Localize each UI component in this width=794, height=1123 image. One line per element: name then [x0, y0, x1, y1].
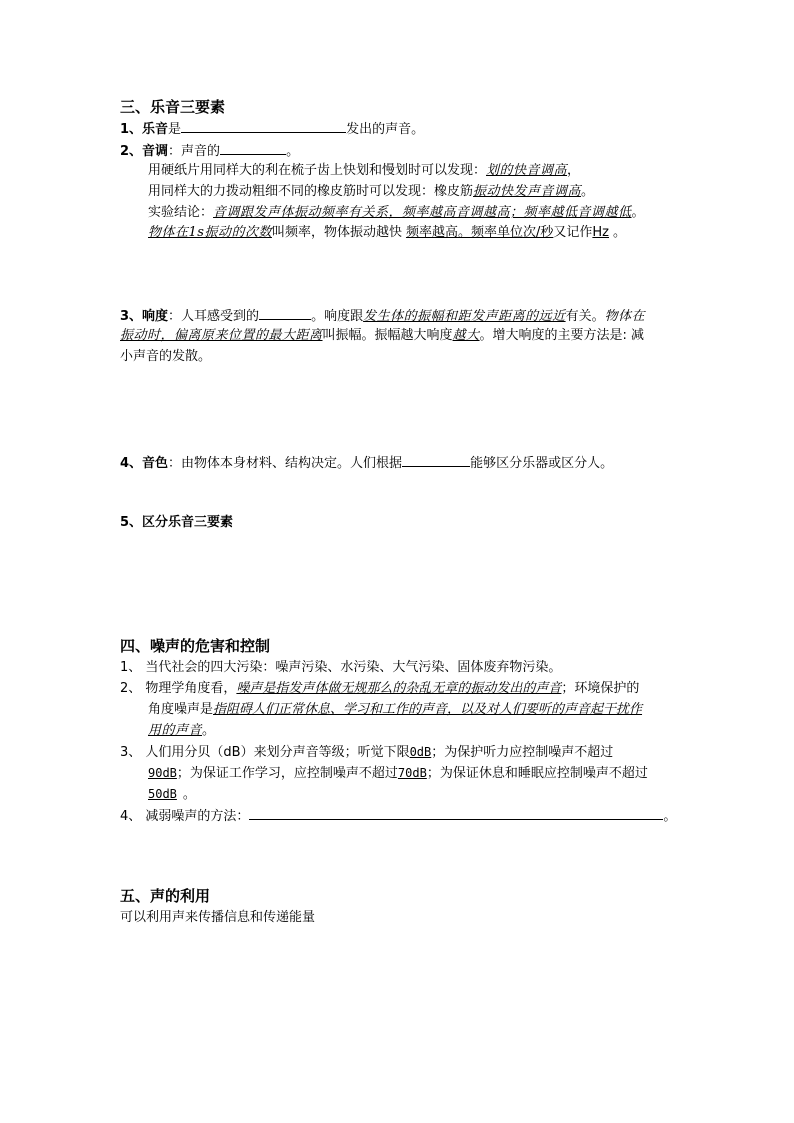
item-4-text-b: 能够区分乐器或区分人。 [470, 456, 614, 471]
item-3-text-e: 物体在 [604, 309, 646, 324]
noise-point-3-answer-50db: 50dB [148, 787, 177, 801]
noise-point-3-line-1 [120, 743, 613, 762]
item-2-pitch [120, 141, 299, 161]
item-3-answer-amplitude: 振动时，偏离原来位置的最大距离 [120, 328, 323, 343]
item-3-loudness-line-3: 小声音的发散。 [120, 349, 212, 364]
pitch-line-1 [148, 162, 580, 180]
item-4-timbre [120, 453, 613, 473]
noise-point-2-line-2 [148, 701, 642, 719]
item-3-loudness-line-1 [120, 306, 645, 326]
item-1-label: 1、乐音 [120, 122, 169, 137]
pitch-line-1-text: 用硬纸片用同样大的利在梳子齿上快划和慢划时可以发现： [148, 163, 487, 178]
noise-point-4-blank[interactable] [249, 806, 663, 820]
pitch-line-4-text-b: 叫频率，物体振动越快 [271, 225, 402, 240]
noise-point-3-answer-90db: 90dB [148, 766, 177, 780]
pitch-line-4-end: 。 [613, 225, 627, 240]
noise-point-2-line-1 [120, 680, 639, 698]
item-1-text-end: 发出的声音。 [346, 122, 425, 137]
item-3-blank[interactable] [259, 306, 311, 320]
section-4-title: 四、噪声的危害和控制 [120, 637, 271, 655]
pitch-line-4-unit: 次/秒 [522, 225, 554, 240]
pitch-line-3-text: 实验结论： [148, 205, 214, 220]
item-3-label: 3、响度 [120, 309, 169, 324]
noise-point-2-text-2: 角度噪声是 [148, 702, 214, 717]
pitch-line-3-answer: 音调跟发声体振动频率有关系，频率越高音调越高；频率越低音调越低 [213, 205, 632, 220]
item-1-blank[interactable] [181, 119, 346, 133]
item-4-blank[interactable] [402, 453, 470, 467]
noise-point-2-line-3 [148, 722, 215, 740]
noise-point-3-line-3 [148, 785, 196, 804]
item-3-text-2d: 。增大响度的主要方法是: 减 [479, 328, 645, 343]
item-4-text-a: ：由物体本身材料、结构决定。人们根据 [168, 456, 403, 471]
item-4-label: 4、音色 [120, 456, 169, 471]
pitch-line-4-text-c: 频率越高。频率单位 [405, 225, 523, 240]
pitch-line-3-end: 。 [631, 205, 645, 220]
item-3-text-2b: 叫振幅。振幅越大响度 [322, 328, 453, 343]
noise-point-3-text-d: ；为保证休息和睡眠应控制噪声不超过 [426, 766, 648, 781]
noise-point-4 [120, 806, 676, 826]
pitch-line-2-answer: 振动快发声音调高 [473, 184, 582, 199]
noise-point-3-answer-70db: 70dB [397, 766, 427, 780]
noise-point-2-text: 2、 物理学角度看， [120, 681, 237, 696]
pitch-line-2-end: 。 [581, 184, 595, 199]
item-2-text: ：声音的 [168, 144, 221, 159]
section-3-title: 三、乐音三要素 [120, 98, 226, 116]
pitch-line-4 [148, 224, 626, 242]
section-5-text: 可以利用声来传播信息和传递能量 [120, 910, 316, 925]
noise-point-3-answer-0db: 0dB [409, 745, 432, 759]
item-3-text-d: 有关。 [565, 309, 605, 324]
item-1-text: 是 [168, 122, 182, 137]
noise-point-3-end: 。 [182, 787, 196, 802]
noise-point-2-answer-end: 用的声音 [148, 723, 203, 738]
item-3-loudness-line-2 [120, 327, 644, 345]
item-3-text-b: 。响度跟 [311, 309, 364, 324]
item-3-text-a: ：人耳感受到的 [168, 309, 260, 324]
pitch-line-4-text-e: 又记作 [553, 225, 593, 240]
noise-point-3-text: 3、 人们用分贝（dB）来划分声音等级；听觉下限 [120, 745, 410, 760]
noise-point-2-answer-environment: 指阻碍人们正常休息、学习和工作的声音，以及对人们要听的声音起干扰作 [213, 702, 643, 717]
item-2-label: 2、音调 [120, 144, 169, 159]
pitch-line-1-end: ， [567, 163, 581, 178]
item-3-answer-c: 发生体的振幅和距发声距离的远近 [363, 309, 566, 324]
noise-point-1: 1、 当代社会的四大污染：噪声污染、水污染、大气污染、固体废弃物污染。 [120, 660, 562, 675]
item-2-end: 。 [286, 144, 300, 159]
pitch-line-1-answer: 划的快音调高 [486, 163, 568, 178]
pitch-line-2-text: 用同样大的力拨动粗细不同的橡皮筋时可以发现：橡皮筋 [148, 184, 474, 199]
pitch-line-3 [148, 204, 645, 222]
item-2-blank[interactable] [220, 141, 286, 155]
noise-point-3-line-2 [148, 764, 648, 783]
noise-point-2-text-end: ；环境保护的 [561, 681, 640, 696]
noise-point-3-text-c: ；为保证工作学习，应控制噪声不超过 [176, 766, 398, 781]
noise-point-2-answer-physics: 噪声是指发声体做无规那么的杂乱无章的振动发出的声音 [236, 681, 562, 696]
noise-point-4-end: 。 [663, 809, 677, 824]
pitch-line-4-hz: Hz [592, 225, 609, 240]
noise-point-4-text: 4、 减弱噪声的方法： [120, 809, 250, 824]
item-5-distinguish: 5、区分乐音三要素 [120, 515, 234, 530]
noise-point-2-end: 。 [202, 723, 216, 738]
noise-point-3-text-b: ；为保护听力应控制噪声不超过 [431, 745, 614, 760]
pitch-line-4-answer-a: 物体在1s振动的次数 [148, 225, 272, 240]
item-3-answer-larger: 越大 [452, 328, 480, 343]
item-1-music-sound [120, 119, 424, 139]
pitch-line-2 [148, 183, 594, 201]
section-5-title: 五、声的利用 [120, 887, 211, 905]
